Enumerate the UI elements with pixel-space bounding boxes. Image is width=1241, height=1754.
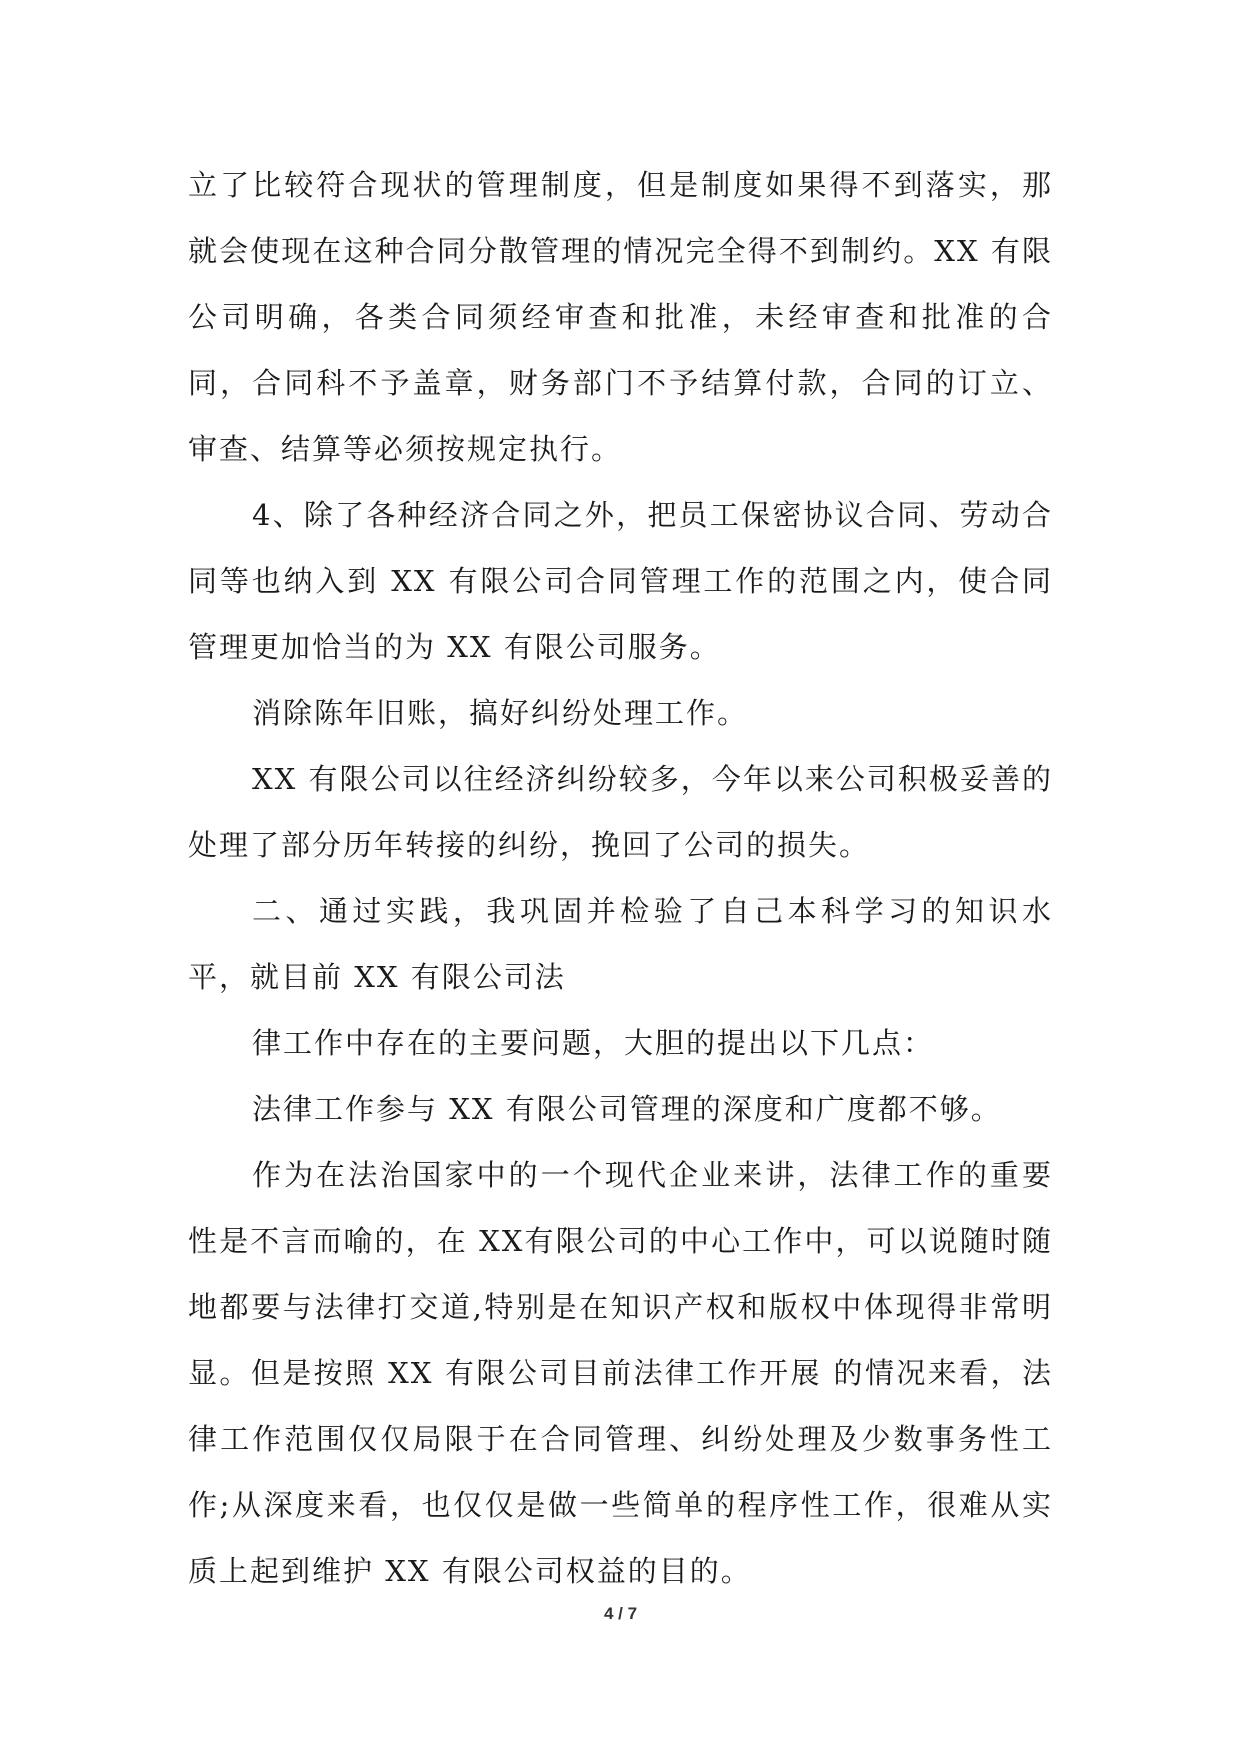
paragraph-old-accounts: 消除陈年旧账，搞好纠纷处理工作。 bbox=[252, 696, 749, 730]
paragraph-item-4: 4、除了各种经济合同之外，把员工保密协议合同、劳动合同等也纳入到 XX 有限公司合同管理工作的范围之内，使合同管理更加恰当的为 XX 有限公司服务。 bbox=[188, 498, 1053, 664]
paragraph-legal-importance: 作为在法治国家中的一个现代企业来讲，法律工作的重要性是不言而喻的，在 XX有限公司的中心工作中，可以说随时随地都要与法律打交道,特别是在知识产权和版权中体现得非常明显。但是按照 XX 有限公司目前法律工作开展 的情况来看，法律工作范围仅仅局限于在合同管理、纠纷处理及少数事务性工作;从深度来看，也仅仅是做一些简单的程序性工作，很难从实质上起到维护 XX 有限公司权益的目的。 bbox=[188, 1158, 1053, 1588]
paragraph-problems-intro: 律工作中存在的主要问题，大胆的提出以下几点： bbox=[252, 1026, 935, 1060]
page-number: 4 / 7 bbox=[603, 1604, 638, 1623]
paragraph-depth-breadth: 法律工作参与 XX 有限公司管理的深度和广度都不够。 bbox=[252, 1092, 1002, 1126]
paragraph-contract-system: 立了比较符合现状的管理制度，但是制度如果得不到落实，那就会使现在这种合同分散管理的情况完全得不到制约。XX 有限公司明确，各类合同须经审查和批准，未经审查和批准的合同，合同科不予盖章，财务部门不予结算付款，合同的订立、审查、结算等必须按规定执行。 bbox=[188, 168, 1053, 466]
document-body bbox=[188, 152, 1053, 1604]
paragraph-section-two: 二、通过实践，我巩固并检验了自己本科学习的知识水平，就目前 XX 有限公司法 bbox=[188, 894, 1053, 994]
paragraph-disputes: XX 有限公司以往经济纠纷较多，今年以来公司积极妥善的处理了部分历年转接的纠纷，挽回了公司的损失。 bbox=[188, 762, 1053, 862]
